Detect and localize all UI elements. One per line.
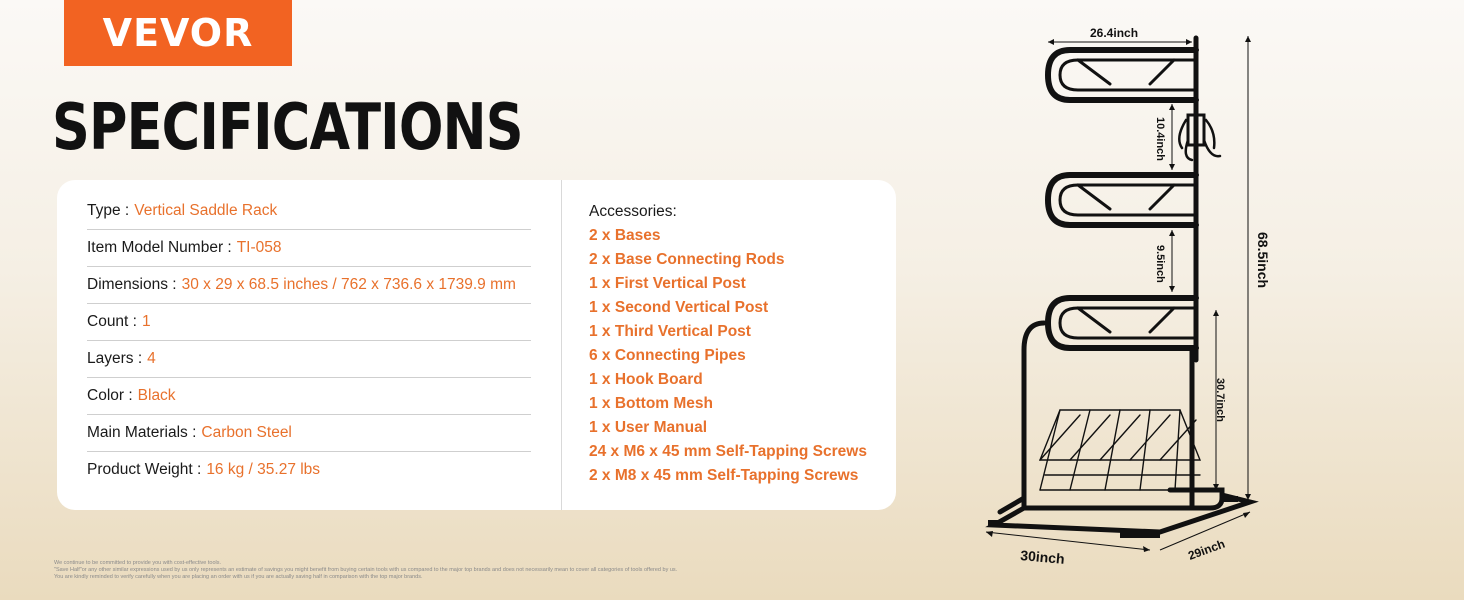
accessory-item: 1 x User Manual xyxy=(589,419,708,436)
accessory-item: 24 x M6 x 45 mm Self-Tapping Screws xyxy=(589,443,867,460)
spec-value: Black xyxy=(137,387,176,404)
dim-total-height: 68.5inch xyxy=(1255,232,1271,289)
logo-text: VEVOR xyxy=(102,11,254,55)
accessory-item: 1 x Bottom Mesh xyxy=(589,395,714,412)
saddle-arm-bottom xyxy=(1048,298,1196,348)
dim-top-width: 26.4inch xyxy=(1090,26,1139,40)
vevor-logo xyxy=(64,0,292,66)
bottom-mesh xyxy=(1040,410,1200,490)
spec-row-layers xyxy=(87,341,531,378)
spec-list xyxy=(87,193,531,488)
spec-label: Dimensions : xyxy=(87,276,177,293)
spec-label: Color : xyxy=(87,387,133,404)
accessories-list xyxy=(589,200,889,488)
spec-row-count xyxy=(87,304,531,341)
spec-row-dimensions xyxy=(87,267,531,304)
spec-row-materials xyxy=(87,415,531,452)
accessory-item: 2 x Base Connecting Rods xyxy=(589,251,785,268)
spec-value: 30 x 29 x 68.5 inches / 762 x 736.6 x 1739.9 mm xyxy=(181,276,516,293)
rack-illustration xyxy=(988,38,1250,538)
spec-label: Layers : xyxy=(87,350,143,367)
spec-row-weight xyxy=(87,452,531,488)
page-title: SPECIFICATIONS xyxy=(52,91,523,165)
disclaimer-line: "Save Half"or any other similar expressions used by us only represents an estimate of savings you might benefit from buying certain tools with us compared to the major top brands and does not necessarily mean to cover all categories of tools offered by us. xyxy=(54,567,678,573)
spec-label: Count : xyxy=(87,313,137,330)
dim-gap-upper: 10.4inch xyxy=(1154,117,1166,162)
spec-value: 4 xyxy=(147,350,156,367)
disclaimer xyxy=(54,560,814,581)
spec-label: Type : xyxy=(87,202,130,219)
dim-base-width: 30inch xyxy=(1019,547,1066,567)
spec-value: Vertical Saddle Rack xyxy=(134,202,278,219)
accessory-item: 6 x Connecting Pipes xyxy=(589,347,746,364)
saddle-arm-middle xyxy=(1048,175,1196,225)
spec-value: 1 xyxy=(141,313,151,330)
spec-row-model xyxy=(87,230,531,267)
dim-base-depth: 29inch xyxy=(1186,536,1227,563)
accessories-title: Accessories: xyxy=(589,203,677,220)
card-divider xyxy=(561,180,562,510)
spec-label: Main Materials : xyxy=(87,424,197,441)
spec-value: Carbon Steel xyxy=(201,424,292,441)
dim-lower-height: 30.7inch xyxy=(1214,378,1226,423)
hook-board xyxy=(1179,115,1220,160)
lower-frame xyxy=(988,323,1250,538)
accessory-item: 2 x Bases xyxy=(589,227,661,244)
accessory-item: 1 x Second Vertical Post xyxy=(589,299,769,316)
dim-gap-middle: 9.5inch xyxy=(1154,245,1166,283)
spec-label: Product Weight : xyxy=(87,461,202,478)
accessory-item: 2 x M8 x 45 mm Self-Tapping Screws xyxy=(589,467,859,484)
spec-row-color xyxy=(87,378,531,415)
accessory-item: 1 x Hook Board xyxy=(589,371,703,388)
accessory-item: 1 x First Vertical Post xyxy=(589,275,746,292)
spec-label: Item Model Number : xyxy=(87,239,232,256)
saddle-rack-diagram xyxy=(960,20,1280,580)
disclaimer-line: We continue to be committed to provide you with cost-effective tools. xyxy=(54,560,222,566)
spec-card xyxy=(57,180,896,510)
disclaimer-line: You are kindly reminded to verify carefully when you are placing an order with us if you are actually saving half in comparison with the top major brands. xyxy=(54,574,423,580)
accessory-item: 1 x Third Vertical Post xyxy=(589,323,751,340)
spec-row-type xyxy=(87,193,531,230)
saddle-arm-top xyxy=(1048,50,1196,100)
spec-value: TI-058 xyxy=(236,239,282,256)
spec-value: 16 kg / 35.27 lbs xyxy=(206,461,321,478)
